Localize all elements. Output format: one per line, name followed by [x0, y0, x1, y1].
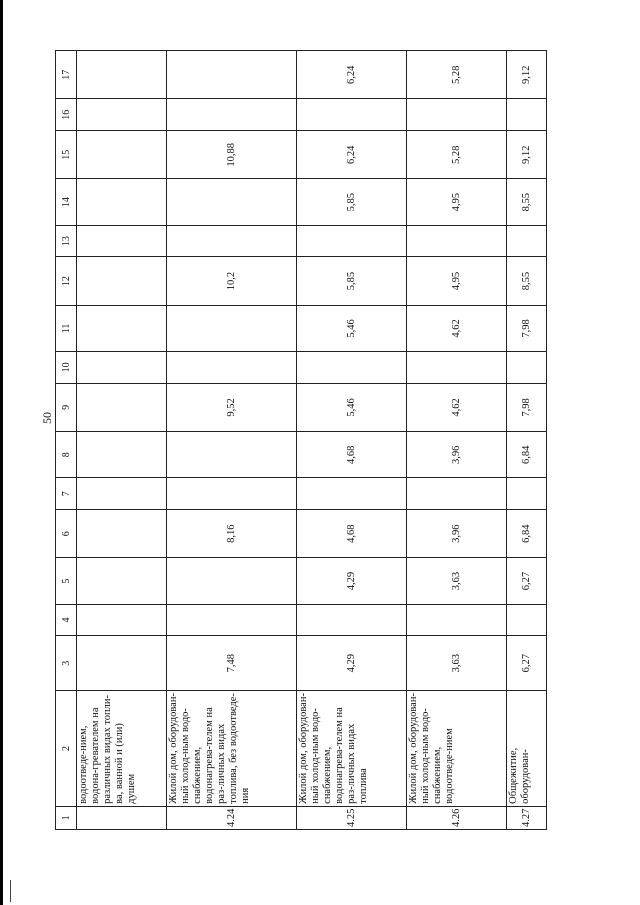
value-cell: 5,46	[297, 383, 407, 431]
value-cell: 7,98	[507, 383, 547, 431]
row-id: 4.25	[297, 806, 407, 829]
column-header-2: 2	[56, 691, 77, 807]
column-header-14: 14	[56, 179, 77, 225]
value-cell	[77, 305, 167, 351]
value-cell: 5,85	[297, 179, 407, 225]
row-description: Жилой дом, оборудован-ный холод-ным водо-снабжением, водонагрева-телем на раз-личных видах топлива, без водоотведе-ния	[167, 691, 297, 807]
value-cell	[77, 432, 167, 478]
value-cell: 5,46	[297, 305, 407, 351]
scan-mark	[10, 880, 11, 902]
column-header-4: 4	[56, 604, 77, 636]
value-cell: 3,96	[407, 432, 507, 478]
value-cell	[407, 604, 507, 636]
value-cell	[407, 352, 507, 384]
value-cell	[507, 478, 547, 510]
value-cell	[297, 604, 407, 636]
column-header-10: 10	[56, 352, 77, 384]
value-cell: 8,55	[507, 257, 547, 305]
header-row	[56, 51, 77, 830]
value-cell	[77, 131, 167, 179]
value-cell	[167, 604, 297, 636]
tariff-table	[55, 50, 547, 830]
row-description: Общежитие, оборудован-	[507, 691, 547, 807]
value-cell: 5,28	[407, 51, 507, 99]
value-cell	[507, 99, 547, 131]
table-row	[507, 51, 547, 830]
value-cell	[77, 99, 167, 131]
value-cell: 9,12	[507, 131, 547, 179]
value-cell: 3,96	[407, 510, 507, 558]
column-header-6: 6	[56, 510, 77, 558]
row-id: 4.27	[507, 806, 547, 829]
value-cell: 3,63	[407, 558, 507, 604]
value-cell	[77, 510, 167, 558]
column-header-17: 17	[56, 51, 77, 99]
value-cell	[77, 352, 167, 384]
value-cell: 4,68	[297, 510, 407, 558]
column-header-3: 3	[56, 636, 77, 691]
table-row	[297, 51, 407, 830]
value-cell: 9,12	[507, 51, 547, 99]
value-cell: 8,16	[167, 510, 297, 558]
row-description: Жилой дом, оборудован-ный холод-ным водо-снабжением, водонагрева-телем на раз-личных видах топлива	[297, 691, 407, 807]
value-cell	[77, 558, 167, 604]
value-cell: 4,62	[407, 383, 507, 431]
value-cell	[507, 225, 547, 257]
table-row	[407, 51, 507, 830]
rotated-table-wrapper	[55, 50, 585, 830]
value-cell	[77, 51, 167, 99]
value-cell	[167, 179, 297, 225]
table-body	[77, 51, 547, 830]
value-cell: 6,27	[507, 558, 547, 604]
row-description: Жилой дом, оборудован-ный холод-ным водо-снабжением, водоотведе-нием	[407, 691, 507, 807]
value-cell	[77, 225, 167, 257]
value-cell	[77, 478, 167, 510]
value-cell	[167, 478, 297, 510]
column-header-13: 13	[56, 225, 77, 257]
value-cell	[507, 352, 547, 384]
value-cell	[167, 352, 297, 384]
value-cell	[77, 179, 167, 225]
value-cell	[77, 257, 167, 305]
value-cell	[167, 432, 297, 478]
value-cell: 6,27	[507, 636, 547, 691]
value-cell: 7,48	[167, 636, 297, 691]
column-header-1: 1	[56, 806, 77, 829]
column-header-11: 11	[56, 305, 77, 351]
value-cell: 8,55	[507, 179, 547, 225]
value-cell: 10,2	[167, 257, 297, 305]
value-cell	[297, 352, 407, 384]
value-cell: 4,68	[297, 432, 407, 478]
value-cell: 4,62	[407, 305, 507, 351]
row-description: водоотведе-нием, водона-гревателем на различных видах топли-ва, ванной и (или) душем	[77, 691, 167, 807]
value-cell	[407, 99, 507, 131]
value-cell: 4,95	[407, 257, 507, 305]
value-cell: 6,84	[507, 432, 547, 478]
column-header-5: 5	[56, 558, 77, 604]
value-cell	[167, 51, 297, 99]
value-cell: 7,98	[507, 305, 547, 351]
column-header-8: 8	[56, 432, 77, 478]
value-cell: 5,28	[407, 131, 507, 179]
column-header-7: 7	[56, 478, 77, 510]
value-cell: 3,63	[407, 636, 507, 691]
value-cell	[167, 305, 297, 351]
value-cell: 6,24	[297, 131, 407, 179]
value-cell	[167, 558, 297, 604]
value-cell	[297, 478, 407, 510]
value-cell: 4,29	[297, 558, 407, 604]
value-cell	[297, 99, 407, 131]
value-cell: 4,95	[407, 179, 507, 225]
page-edge-mark	[0, 0, 3, 905]
value-cell: 6,84	[507, 510, 547, 558]
value-cell: 9,52	[167, 383, 297, 431]
column-header-15: 15	[56, 131, 77, 179]
row-id: 4.26	[407, 806, 507, 829]
page-number: 50	[40, 412, 54, 424]
value-cell	[77, 636, 167, 691]
column-header-12: 12	[56, 257, 77, 305]
value-cell	[297, 225, 407, 257]
value-cell	[507, 604, 547, 636]
value-cell: 6,24	[297, 51, 407, 99]
value-cell	[167, 99, 297, 131]
value-cell	[167, 225, 297, 257]
value-cell: 4,29	[297, 636, 407, 691]
value-cell: 10,88	[167, 131, 297, 179]
value-cell	[407, 225, 507, 257]
row-id: 4.24	[167, 806, 297, 829]
table-row	[77, 51, 167, 830]
value-cell	[77, 383, 167, 431]
column-header-9: 9	[56, 383, 77, 431]
row-id	[77, 806, 167, 829]
value-cell	[407, 478, 507, 510]
value-cell: 5,85	[297, 257, 407, 305]
table-row	[167, 51, 297, 830]
value-cell	[77, 604, 167, 636]
column-header-16: 16	[56, 99, 77, 131]
